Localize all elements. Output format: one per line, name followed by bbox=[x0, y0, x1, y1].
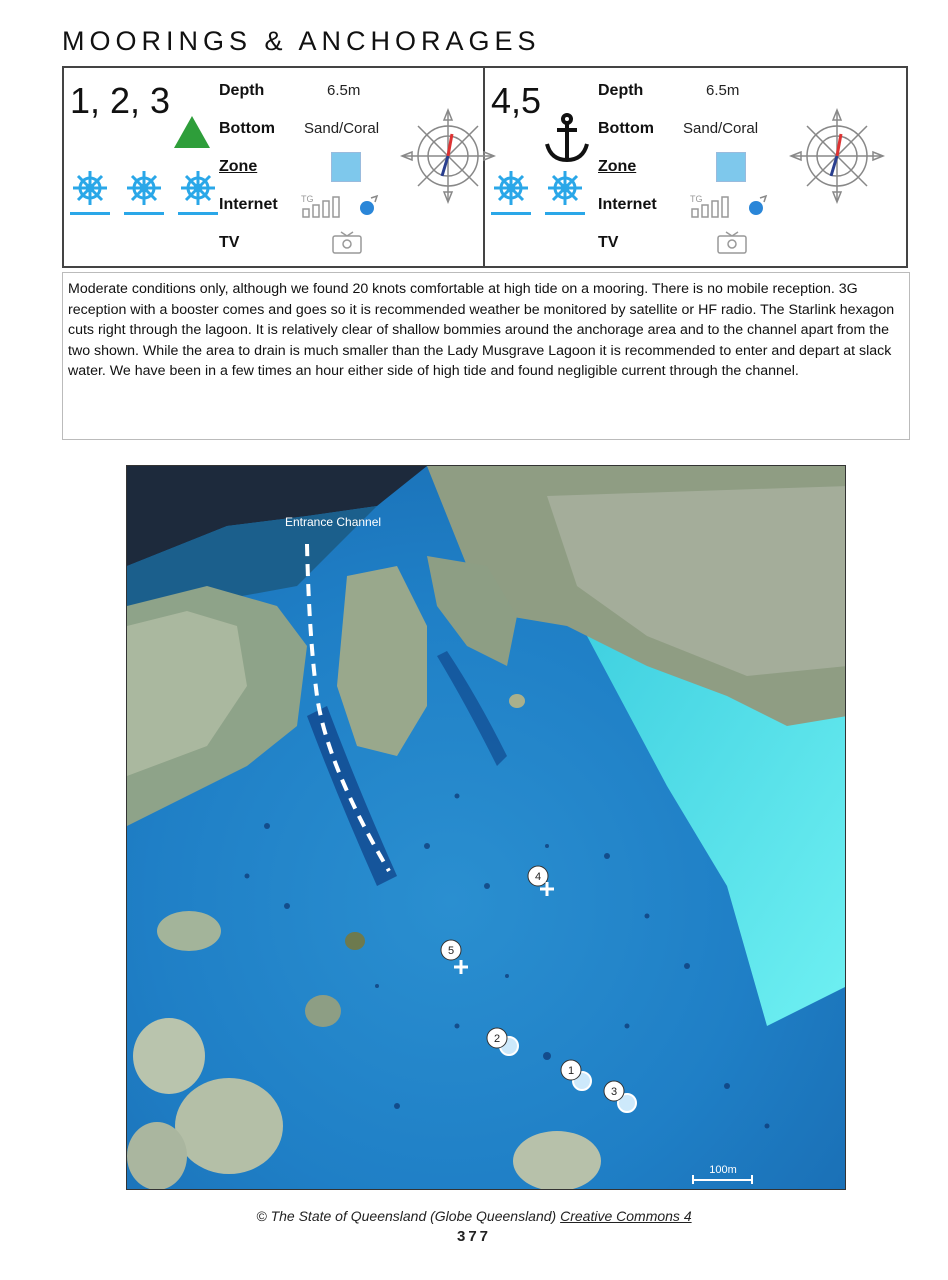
tv-row bbox=[598, 228, 798, 266]
page-number: 377 bbox=[456, 1228, 492, 1245]
bottom-value: Sand/Coral bbox=[683, 120, 759, 137]
ships-wheel-icon bbox=[545, 168, 585, 215]
zone-color-swatch bbox=[716, 152, 746, 182]
bottom-value: Sand/Coral bbox=[304, 120, 380, 137]
description-text: Moderate conditions only, although we found 20 knots comfortable at high tide on a mooring. There is no mobile reception. 3G reception with a booster comes and goes so it is recommended weather be monitored by satellite or HF radio. The Starlink hexagon cuts right through the lagoon. It is relatively clear of shallow bommies around the anchorage area and to the channel apart from the two shown. While the area to drain is much smaller than the Lady Musgrave Lagoon it is recommended to enter and depart at slack water. We have been in a few times an hour either side of high tide and found negligible current through the channel. bbox=[62, 272, 910, 440]
zone-label: Zone bbox=[598, 158, 637, 175]
bottom-label: Bottom bbox=[219, 120, 275, 137]
zone-row bbox=[219, 152, 419, 190]
tv-icon bbox=[331, 231, 363, 255]
scale-label: 100m bbox=[709, 1164, 737, 1176]
bottom-row bbox=[598, 114, 798, 152]
moorings-details bbox=[219, 76, 419, 266]
credit-text: © The State of Queensland (Globe Queensland) bbox=[256, 1208, 557, 1224]
depth-row bbox=[219, 76, 419, 114]
bottom-label: Bottom bbox=[598, 120, 654, 137]
satellite-icon bbox=[746, 194, 768, 218]
moorings-ids: 1, 2, 3 bbox=[70, 80, 171, 121]
ships-wheel-icon bbox=[124, 168, 164, 215]
marker-label: 2 bbox=[493, 1033, 501, 1045]
tv-row bbox=[219, 228, 419, 266]
internet-icons bbox=[301, 193, 379, 219]
anchorages-ids: 4,5 bbox=[491, 80, 542, 121]
depth-label: Depth bbox=[598, 82, 644, 99]
internet-icons bbox=[690, 193, 768, 219]
tv-icon bbox=[716, 231, 748, 255]
page-title: MOORINGS & ANCHORAGES bbox=[62, 26, 541, 56]
bottom-row bbox=[219, 114, 419, 152]
internet-label: Internet bbox=[219, 196, 278, 213]
satellite-icon bbox=[357, 194, 379, 218]
zone-color-swatch bbox=[331, 152, 361, 182]
aerial-map bbox=[126, 465, 846, 1190]
mooring-wheels bbox=[70, 168, 218, 215]
mooring-triangle-icon bbox=[172, 114, 212, 150]
internet-label: Internet bbox=[598, 196, 657, 213]
moorings-panel bbox=[64, 68, 485, 266]
anchor-icon bbox=[543, 112, 591, 166]
tv-label: TV bbox=[598, 234, 619, 251]
marker-label: 3 bbox=[610, 1086, 618, 1098]
svg-text:TG: TG bbox=[301, 194, 314, 204]
compass-rose-icon bbox=[789, 108, 885, 204]
zone-row bbox=[598, 152, 798, 190]
info-box bbox=[62, 66, 908, 268]
signal-bars-icon bbox=[690, 193, 738, 219]
license-link[interactable]: Creative Commons 4 bbox=[560, 1208, 692, 1224]
ships-wheel-icon bbox=[70, 168, 110, 215]
photo-credit bbox=[0, 1208, 948, 1224]
marker-label: 5 bbox=[447, 945, 455, 957]
depth-value: 6.5m bbox=[327, 82, 361, 99]
marker-label: 4 bbox=[534, 871, 542, 883]
depth-value: 6.5m bbox=[706, 82, 740, 99]
internet-row bbox=[598, 190, 798, 228]
anchorages-details bbox=[598, 76, 798, 266]
marker-label: 1 bbox=[567, 1065, 575, 1077]
anchorage-wheels bbox=[491, 168, 585, 215]
anchorages-panel bbox=[485, 68, 906, 266]
map-canvas bbox=[127, 466, 846, 1190]
signal-bars-icon bbox=[301, 193, 349, 219]
depth-label: Depth bbox=[219, 82, 265, 99]
compass-rose-icon bbox=[400, 108, 496, 204]
entrance-channel-label: Entrance Channel bbox=[285, 515, 382, 529]
ships-wheel-icon bbox=[491, 168, 531, 215]
depth-row bbox=[598, 76, 798, 114]
zone-label: Zone bbox=[219, 158, 258, 175]
svg-text:TG: TG bbox=[690, 194, 703, 204]
ships-wheel-icon bbox=[178, 168, 218, 215]
tv-label: TV bbox=[219, 234, 240, 251]
internet-row bbox=[219, 190, 419, 228]
